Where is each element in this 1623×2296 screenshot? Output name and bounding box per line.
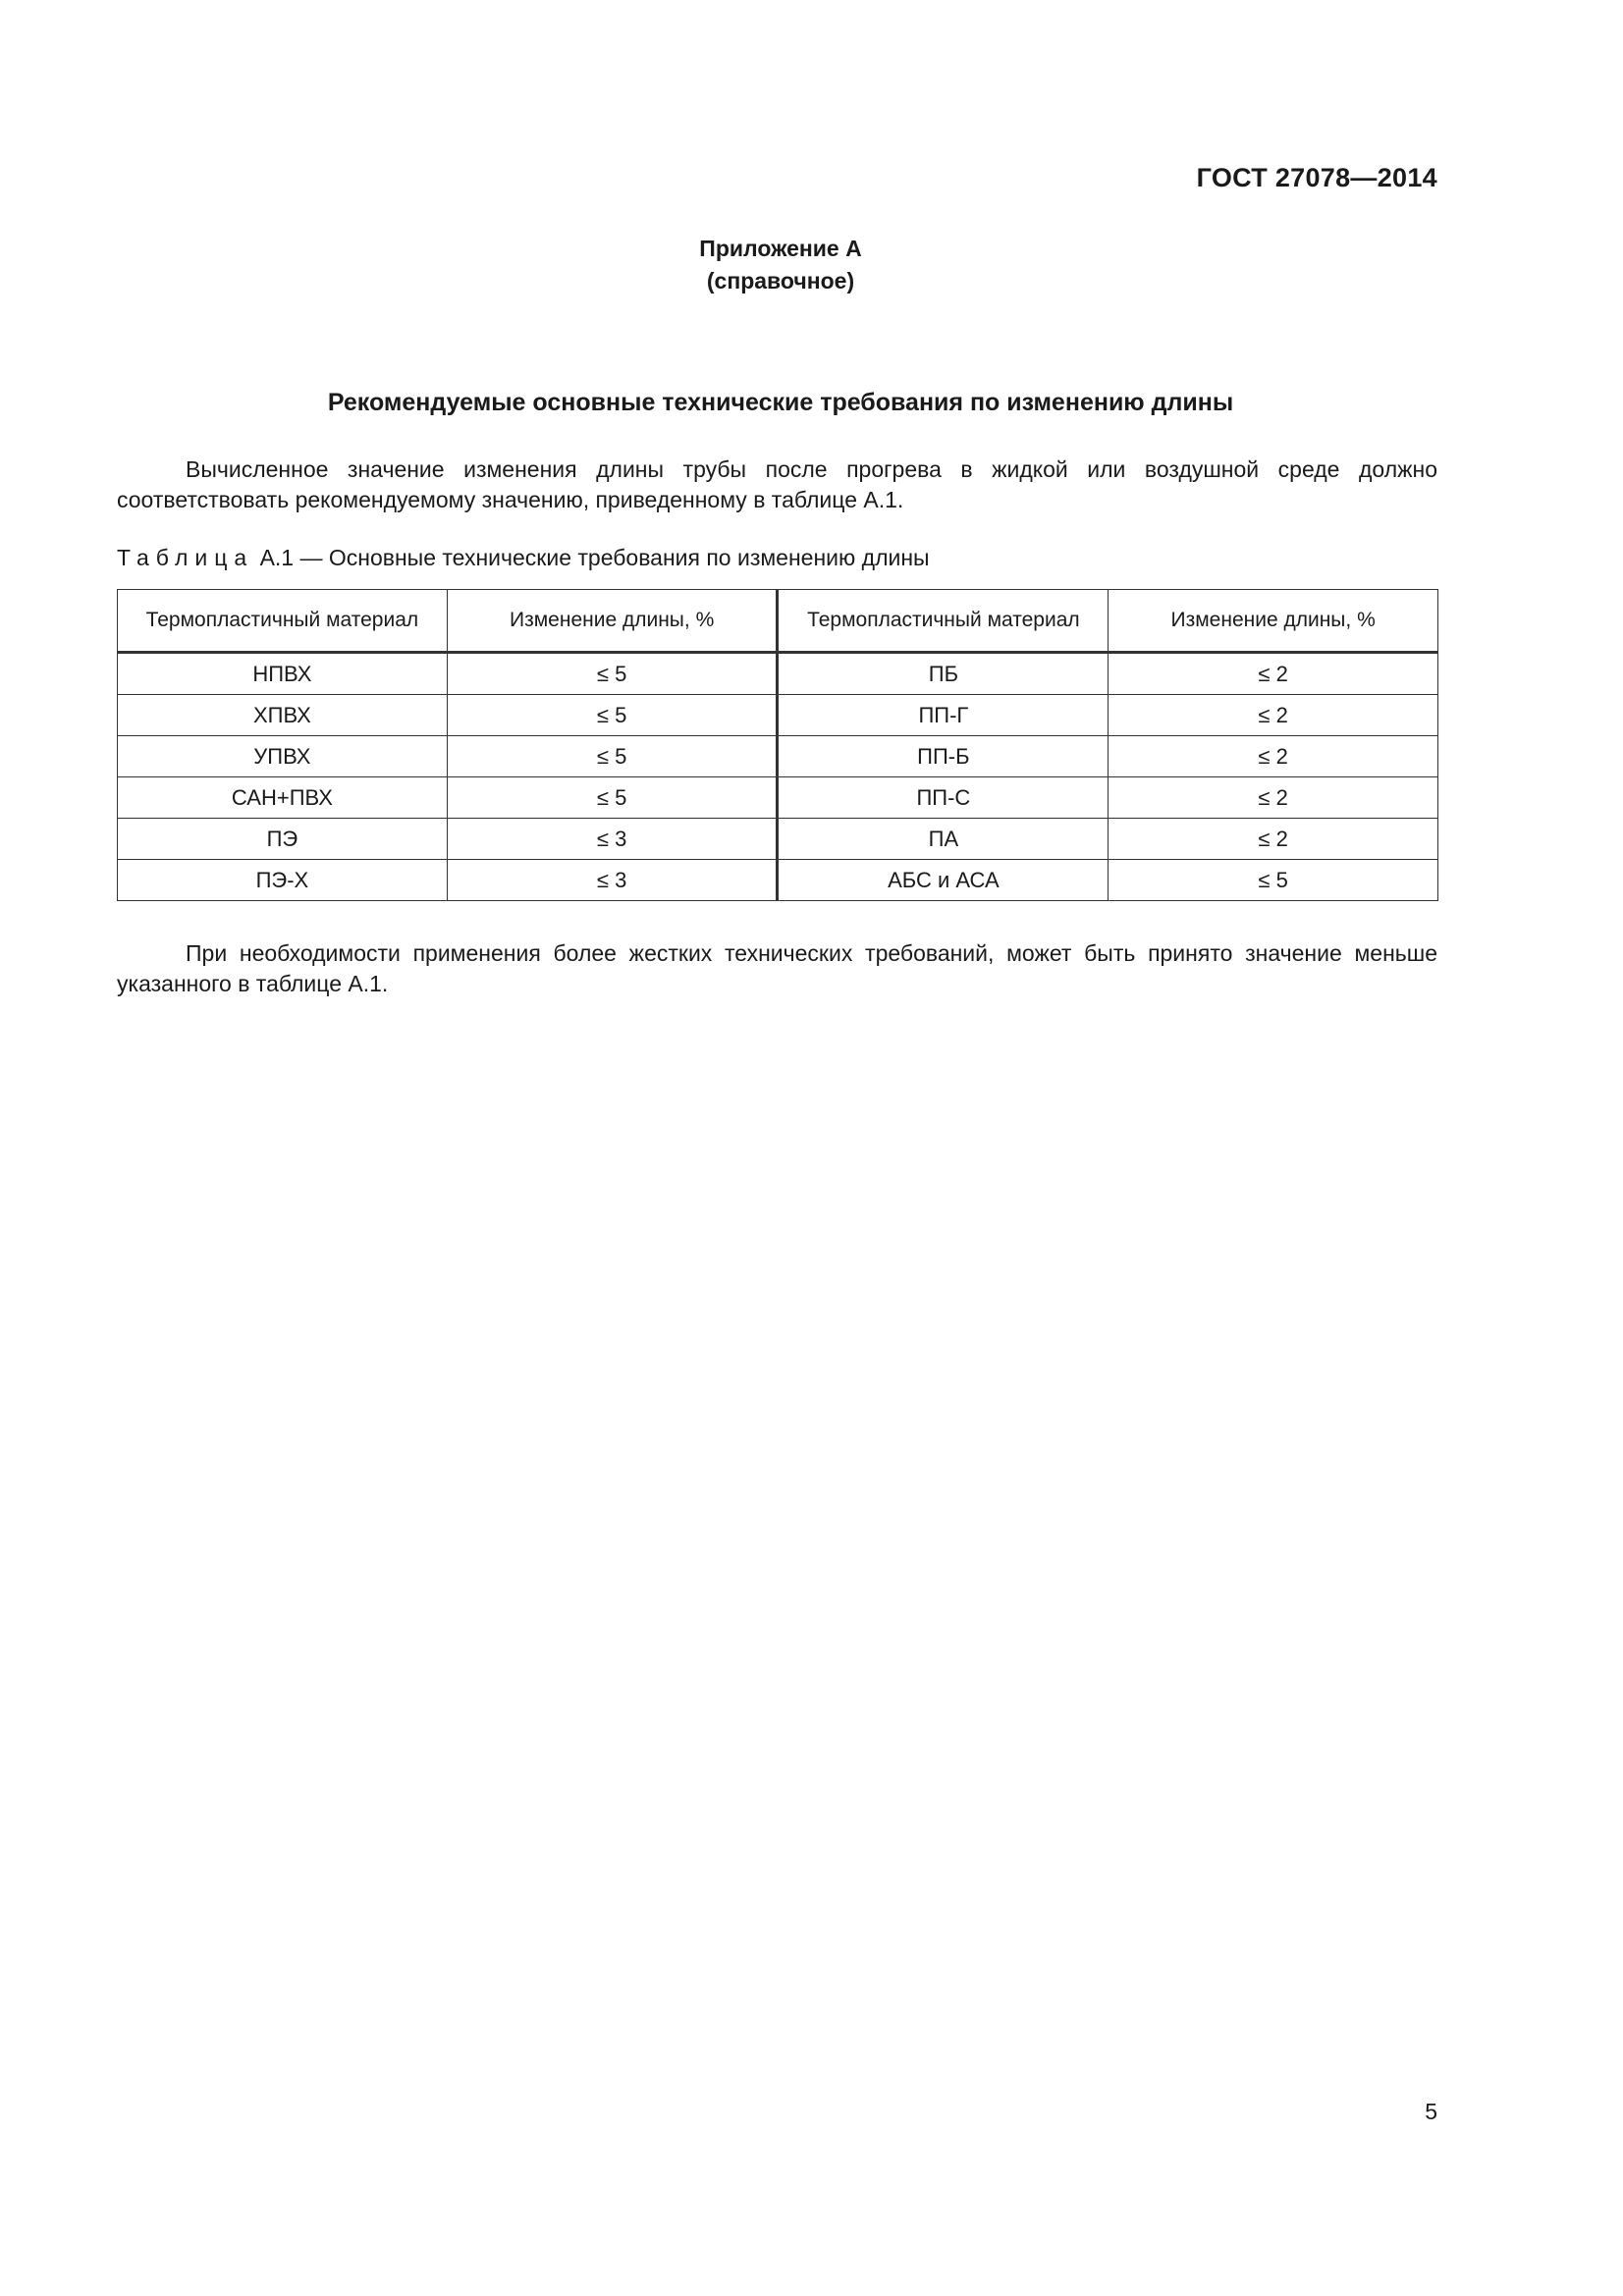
material-cell: ПП-Г <box>778 695 1109 736</box>
table-caption-label: Таблица <box>117 545 254 570</box>
material-cell: ПЭ <box>118 819 448 860</box>
header-length-change: Изменение длины, % <box>447 590 778 653</box>
intro-paragraph: Вычисленное значение изменения длины трубы после прогрева в жидкой или воздушной среде должно соответствовать рекомендуемому значению, приведенному в таблице А.1. <box>117 456 1437 512</box>
material-cell: ПЭ-Х <box>118 860 448 901</box>
value-cell: ≤ 3 <box>447 819 778 860</box>
value-cell: ≤ 2 <box>1109 777 1438 819</box>
value-cell: ≤ 2 <box>1109 653 1438 695</box>
material-cell: САН+ПВХ <box>118 777 448 819</box>
page-number: 5 <box>1425 2099 1437 2124</box>
table-caption <box>117 545 930 571</box>
section-title: Рекомендуемые основные технические требования по изменению длины <box>327 389 1234 416</box>
table-row <box>118 695 1438 736</box>
table-row <box>118 736 1438 777</box>
material-cell: УПВХ <box>118 736 448 777</box>
document-code: ГОСТ 27078—2014 <box>1196 163 1437 192</box>
value-cell: ≤ 5 <box>447 777 778 819</box>
value-cell: ≤ 2 <box>1109 695 1438 736</box>
table-row <box>118 653 1438 695</box>
table-row <box>118 860 1438 901</box>
value-cell: ≤ 3 <box>447 860 778 901</box>
value-cell: ≤ 2 <box>1109 819 1438 860</box>
header-length-change: Изменение длины, % <box>1109 590 1438 653</box>
appendix-title: Приложение А <box>699 236 862 261</box>
value-cell: ≤ 5 <box>447 653 778 695</box>
header-material: Термопластичный материал <box>778 590 1109 653</box>
note-paragraph: При необходимости применения более жестких технических требований, может быть принято значение меньше указанного в таблице А.1. <box>117 940 1437 996</box>
value-cell: ≤ 2 <box>1109 736 1438 777</box>
material-cell: ПА <box>778 819 1109 860</box>
material-cell: НПВХ <box>118 653 448 695</box>
requirements-table <box>117 589 1438 901</box>
value-cell: ≤ 5 <box>1109 860 1438 901</box>
table-caption-text: А.1 — Основные технические требования по изменению длины <box>259 545 930 570</box>
table-header-row <box>118 590 1438 653</box>
header-material: Термопластичный материал <box>118 590 448 653</box>
appendix-subtitle: (справочное) <box>706 268 855 294</box>
table-row <box>118 819 1438 860</box>
material-cell: АБС и АСА <box>778 860 1109 901</box>
material-cell: ПП-Б <box>778 736 1109 777</box>
appendix-heading <box>0 233 1561 297</box>
material-cell: ХПВХ <box>118 695 448 736</box>
table-row <box>118 777 1438 819</box>
value-cell: ≤ 5 <box>447 695 778 736</box>
material-cell: ПП-С <box>778 777 1109 819</box>
value-cell: ≤ 5 <box>447 736 778 777</box>
material-cell: ПБ <box>778 653 1109 695</box>
